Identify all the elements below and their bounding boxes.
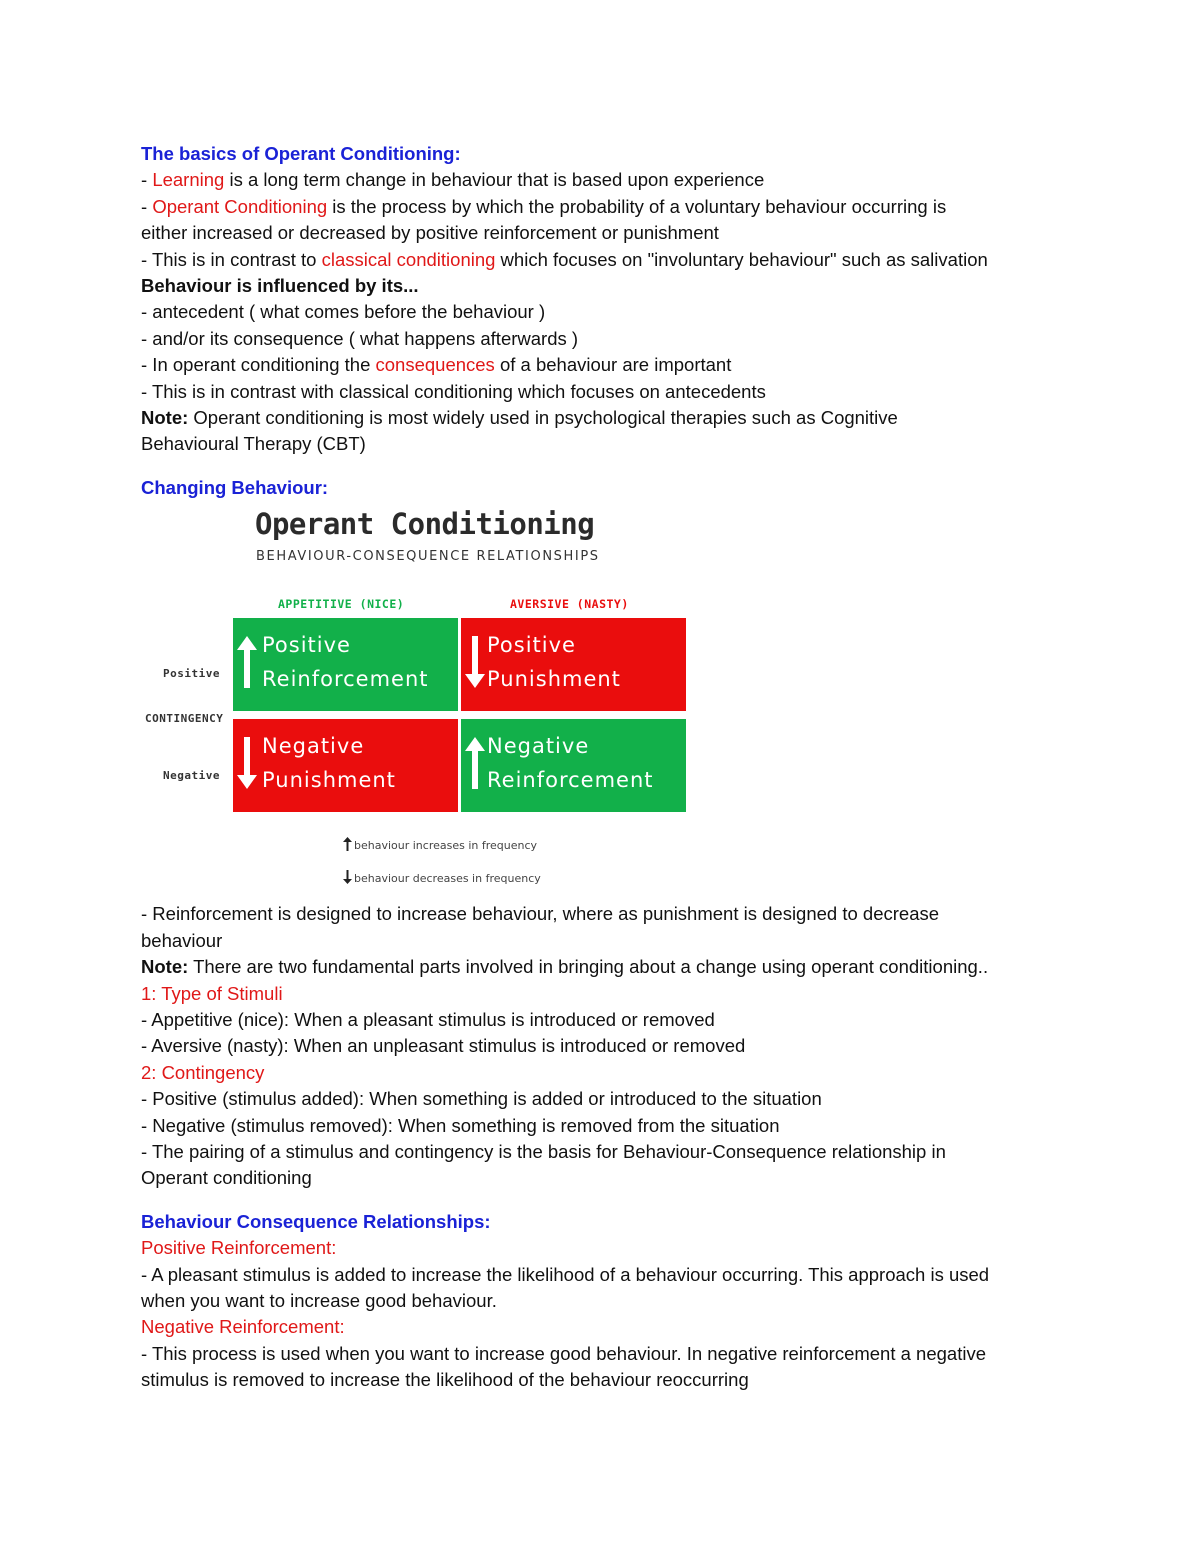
term-learning: Learning — [152, 169, 225, 191]
negative-line: - Negative (stimulus removed): When something is removed from the situation — [141, 1114, 780, 1136]
legend-increase-text: behaviour increases in frequency — [354, 839, 538, 853]
negative-reinforcement-line-cont: stimulus is removed to increase the likelihood of the behaviour reoccurring — [141, 1369, 749, 1391]
positive-reinforcement-line: - A pleasant stimulus is added to increase the likelihood of a behaviour occurring. This approach is used — [141, 1263, 990, 1285]
learning-line — [141, 167, 1071, 193]
document-page — [141, 141, 1071, 1394]
positive-reinforcement-heading: Positive Reinforcement: — [141, 1237, 337, 1259]
legend-decrease-text: behaviour decreases in frequency — [354, 872, 541, 886]
positive-reinforcement-line-cont: when you want to increase good behaviour. — [141, 1289, 497, 1311]
pairing-line-cont: Operant conditioning — [141, 1167, 312, 1189]
section-heading-relationships: Behaviour Consequence Relationships: — [141, 1210, 491, 1232]
cell-line1: Negative — [262, 734, 365, 759]
term-classical-conditioning: classical conditioning — [321, 248, 496, 270]
appetitive-line: - Appetitive (nice): When a pleasant stimulus is introduced or removed — [141, 1008, 715, 1030]
important-rest: of a behaviour are important — [494, 354, 732, 376]
reinforcement-line: - Reinforcement is designed to increase behaviour, where as punishment is designed to decrease — [141, 903, 940, 925]
arrow-down-icon — [465, 636, 485, 688]
note-line-cont: Behavioural Therapy (CBT) — [141, 433, 366, 455]
operant-conditioning-figure — [145, 505, 685, 895]
note-text: There are two fundamental parts involved in bringing about a change using operant conditioning.. — [188, 956, 989, 978]
contrast-prefix: - This is in contrast to — [141, 248, 322, 270]
arrow-up-icon — [465, 737, 485, 789]
operant-line — [141, 194, 1071, 220]
contrast-line — [141, 247, 1071, 273]
operant-definition: is the process by which the probability of a voluntary behaviour occurring is — [327, 195, 947, 217]
reinforcement-line-cont: behaviour — [141, 929, 223, 951]
consequence-line: - and/or its consequence ( what happens afterwards ) — [141, 327, 579, 349]
aversive-line: - Aversive (nasty): When an unpleasant stimulus is introduced or removed — [141, 1035, 746, 1057]
term-operant-conditioning: Operant Conditioning — [152, 195, 328, 217]
small-arrow-down-icon — [343, 870, 352, 884]
column-label-appetitive: APPETITIVE (NICE) — [278, 597, 405, 612]
note-label: Note: — [141, 407, 189, 429]
note-line — [141, 405, 1071, 431]
small-arrow-up-icon — [343, 837, 352, 851]
negative-reinforcement-heading: Negative Reinforcement: — [141, 1316, 345, 1338]
type-of-stimuli-heading: 1: Type of Stimuli — [141, 982, 283, 1004]
cell-line1: Positive — [262, 633, 351, 658]
operant-line-cont: either increased or decreased by positive reinforcement or punishment — [141, 222, 719, 244]
cell-negative-punishment — [233, 719, 458, 812]
cell-negative-reinforcement — [461, 719, 686, 812]
contingency-heading: 2: Contingency — [141, 1061, 265, 1083]
influenced-heading: Behaviour is influenced by its... — [141, 275, 419, 297]
arrow-up-icon — [237, 636, 257, 688]
cell-positive-punishment — [461, 618, 686, 711]
dash: - — [141, 169, 153, 191]
row-label-positive: Positive — [163, 667, 220, 681]
cell-positive-reinforcement — [233, 618, 458, 711]
column-label-aversive: AVERSIVE (NASTY) — [510, 597, 629, 612]
arrow-down-icon — [237, 737, 257, 789]
important-line — [141, 352, 1071, 378]
important-prefix: - In operant conditioning the — [141, 354, 376, 376]
legend-decrease — [343, 870, 541, 885]
note-label: Note: — [141, 956, 189, 978]
antecedent-line: - antecedent ( what comes before the behaviour ) — [141, 301, 546, 323]
row-label-contingency: CONTINGENCY — [145, 712, 224, 726]
learning-definition: is a long term change in behaviour that is based upon experience — [224, 169, 765, 191]
figure-subtitle: BEHAVIOUR-CONSEQUENCE RELATIONSHIPS — [256, 549, 600, 565]
figure-title: Operant Conditioning — [255, 507, 595, 542]
positive-line: - Positive (stimulus added): When something is added or introduced to the situation — [141, 1088, 822, 1110]
term-consequences: consequences — [375, 354, 495, 376]
section-heading-basics: The basics of Operant Conditioning: — [141, 143, 461, 164]
cell-line1: Negative — [487, 734, 590, 759]
pairing-line: - The pairing of a stimulus and contingency is the basis for Behaviour-Consequence relationship in — [141, 1140, 946, 1162]
note-text: Operant conditioning is most widely used in psychological therapies such as Cognitive — [188, 407, 898, 429]
row-label-negative: Negative — [163, 769, 220, 783]
note-line-2 — [141, 954, 1071, 980]
section-heading-changing: Changing Behaviour: — [141, 476, 329, 498]
cell-line2: Reinforcement — [262, 667, 429, 692]
cell-line1: Positive — [487, 633, 576, 658]
cell-line2: Punishment — [262, 768, 396, 793]
legend-increase — [343, 837, 537, 852]
negative-reinforcement-line: - This process is used when you want to increase good behaviour. In negative reinforcement a negative — [141, 1342, 986, 1364]
cell-line2: Punishment — [487, 667, 621, 692]
classical-antecedents-line: - This is in contrast with classical conditioning which focuses on antecedents — [141, 380, 766, 402]
cell-line2: Reinforcement — [487, 768, 654, 793]
dash: - — [141, 195, 153, 217]
contrast-rest: which focuses on "involuntary behaviour" such as salivation — [495, 248, 988, 270]
